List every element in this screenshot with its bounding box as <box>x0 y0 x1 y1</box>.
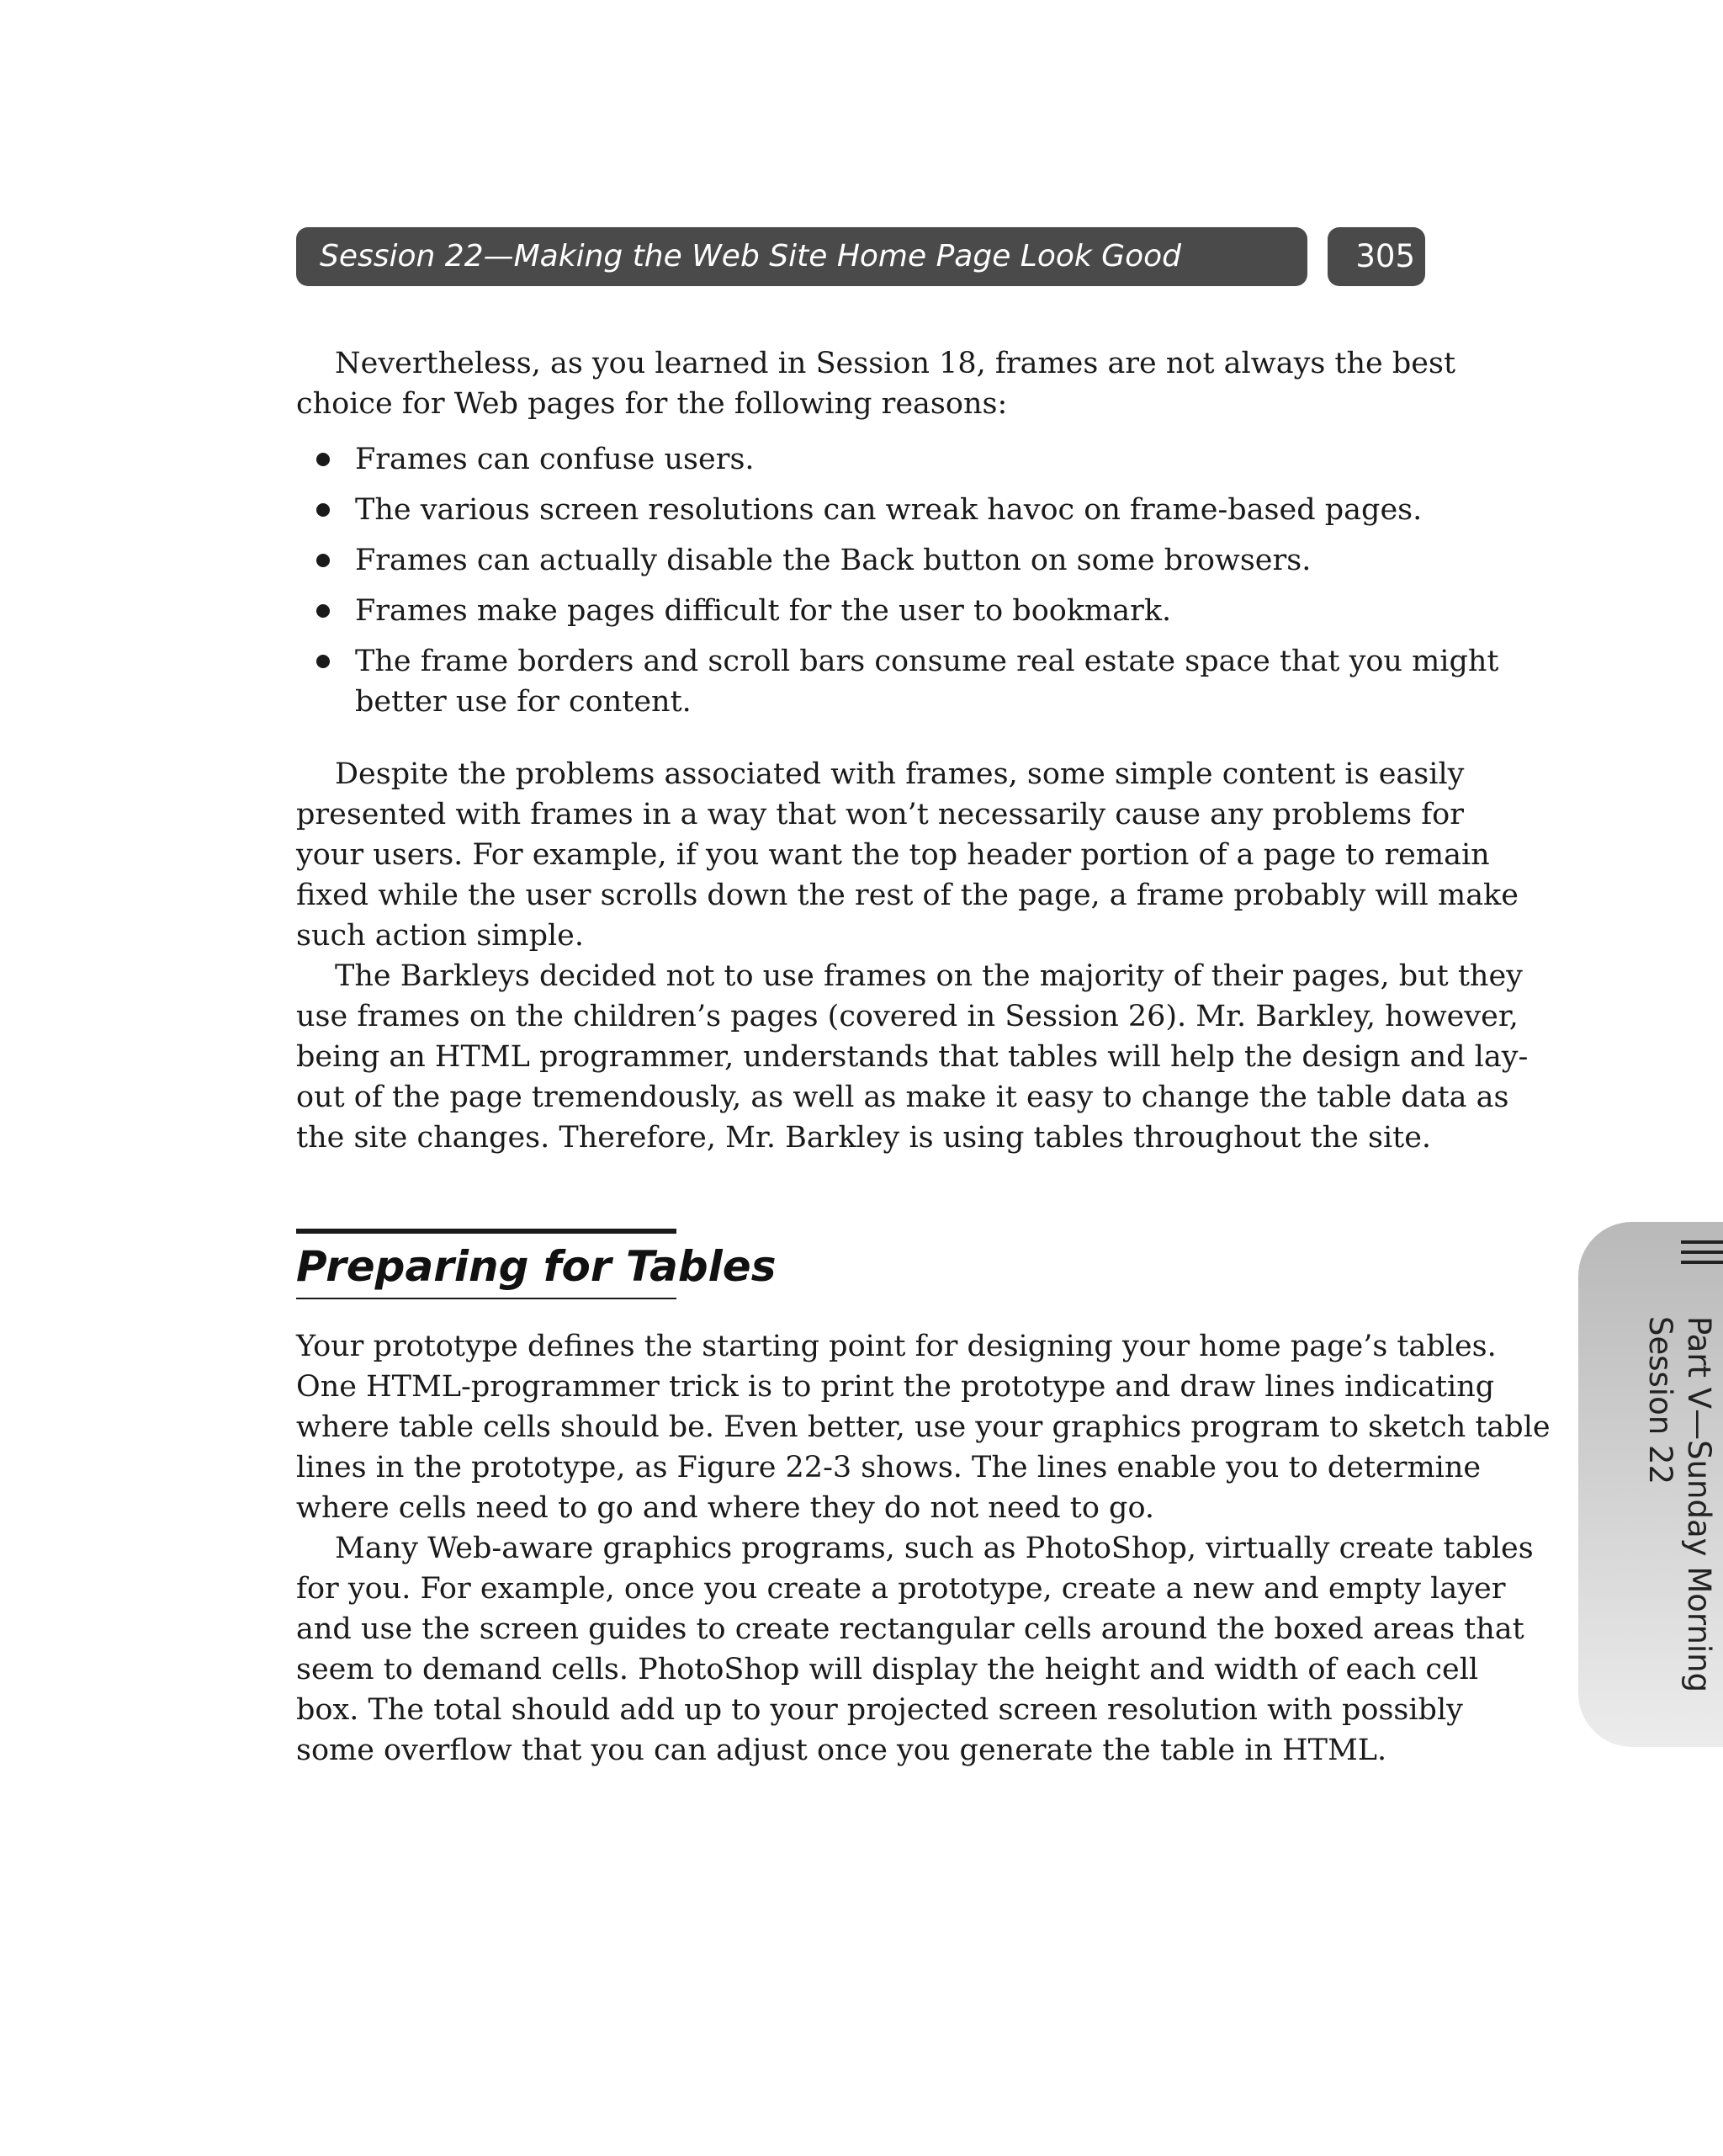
text-line: out of the page tremendously, as well as make it easy to change the table data as <box>296 1081 1509 1114</box>
list-item <box>296 641 1499 722</box>
body-paragraph <box>296 1326 1551 1528</box>
text-line: seem to demand cells. PhotoShop will display the height and width of each cell <box>296 1653 1479 1686</box>
text-line: lines in the prototype, as Figure 22-3 shows. The lines enable you to determine <box>296 1451 1482 1484</box>
text-line: choice for Web pages for the following reasons: <box>296 387 1008 421</box>
bullet-icon <box>316 453 330 466</box>
text-line: such action simple. <box>296 919 585 953</box>
part-side-tab <box>1578 1222 1723 1747</box>
side-tab-session: Session 22 <box>1642 1316 1678 1485</box>
intro-paragraph <box>296 343 1456 424</box>
reasons-list <box>296 439 1499 732</box>
text-line: being an HTML programmer, understands that tables will help the design and lay- <box>296 1040 1529 1074</box>
text-line: Nevertheless, as you learned in Session 18, frames are not always the best <box>335 347 1456 380</box>
list-item <box>296 591 1423 631</box>
list-item-text: Frames can confuse users. <box>355 443 755 476</box>
body-paragraph <box>296 956 1529 1158</box>
list-item-text: Frames can actually disable the Back button on some browsers. <box>355 544 1312 577</box>
text-line: for you. For example, once you create a prototype, create a new and empty layer <box>296 1572 1506 1606</box>
page-number-box <box>1328 227 1425 286</box>
list-item-text: The frame borders and scroll bars consume real estate space that you might <box>355 645 1499 678</box>
text-line: use frames on the children’s pages (covered in Session 26). Mr. Barkley, however, <box>296 1000 1519 1033</box>
section-heading: Preparing for Tables <box>296 1229 676 1299</box>
text-line: box. The total should add up to your projected screen resolution with possibly <box>296 1693 1463 1727</box>
list-item <box>296 439 1423 480</box>
bullet-icon <box>316 604 330 618</box>
bullet-icon <box>316 503 330 517</box>
page-number: 305 <box>1355 238 1415 274</box>
side-tab-part: Part V—Sunday Morning <box>1681 1316 1717 1693</box>
text-line: where table cells should be. Even better, use your graphics program to sketch table <box>296 1410 1551 1444</box>
text-line: One HTML-programmer trick is to print the prototype and draw lines indicating <box>296 1370 1495 1404</box>
side-tab-label <box>1634 1316 1718 1720</box>
bullet-icon <box>316 655 330 668</box>
text-line: the site changes. Therefore, Mr. Barkley is using tables throughout the site. <box>296 1121 1432 1155</box>
body-paragraph <box>296 754 1519 956</box>
text-line: Many Web-aware graphics programs, such as PhotoShop, virtually create tables <box>335 1532 1534 1565</box>
bullet-icon <box>316 554 330 567</box>
list-item-text: Frames make pages difficult for the user to bookmark. <box>355 594 1172 628</box>
text-line: where cells need to go and where they do not need to go. <box>296 1491 1155 1525</box>
list-item-text: The various screen resolutions can wreak havoc on frame-based pages. <box>355 493 1423 527</box>
text-line: Despite the problems associated with frames, some simple content is easily <box>335 757 1465 791</box>
running-header-title: Session 22—Making the Web Site Home Page Look Good <box>320 239 1181 273</box>
list-item-text: better use for content. <box>355 685 692 719</box>
text-line: your users. For example, if you want the top header portion of a page to remain <box>296 838 1490 872</box>
text-line: some overflow that you can adjust once you generate the table in HTML. <box>296 1734 1387 1767</box>
text-line: and use the screen guides to create rectangular cells around the boxed areas that <box>296 1612 1524 1646</box>
text-line: Your prototype defines the starting point for designing your home page’s tables. <box>296 1330 1497 1363</box>
running-header <box>296 227 1307 286</box>
text-line: presented with frames in a way that won’t necessarily cause any problems for <box>296 798 1464 831</box>
list-item <box>296 490 1423 530</box>
text-line: The Barkleys decided not to use frames on the majority of their pages, but they <box>335 959 1523 993</box>
list-item <box>296 540 1423 581</box>
body-paragraph <box>296 1528 1534 1771</box>
tab-rule-lines <box>1681 1240 1723 1271</box>
text-line: fixed while the user scrolls down the rest of the page, a frame probably will make <box>296 879 1519 912</box>
